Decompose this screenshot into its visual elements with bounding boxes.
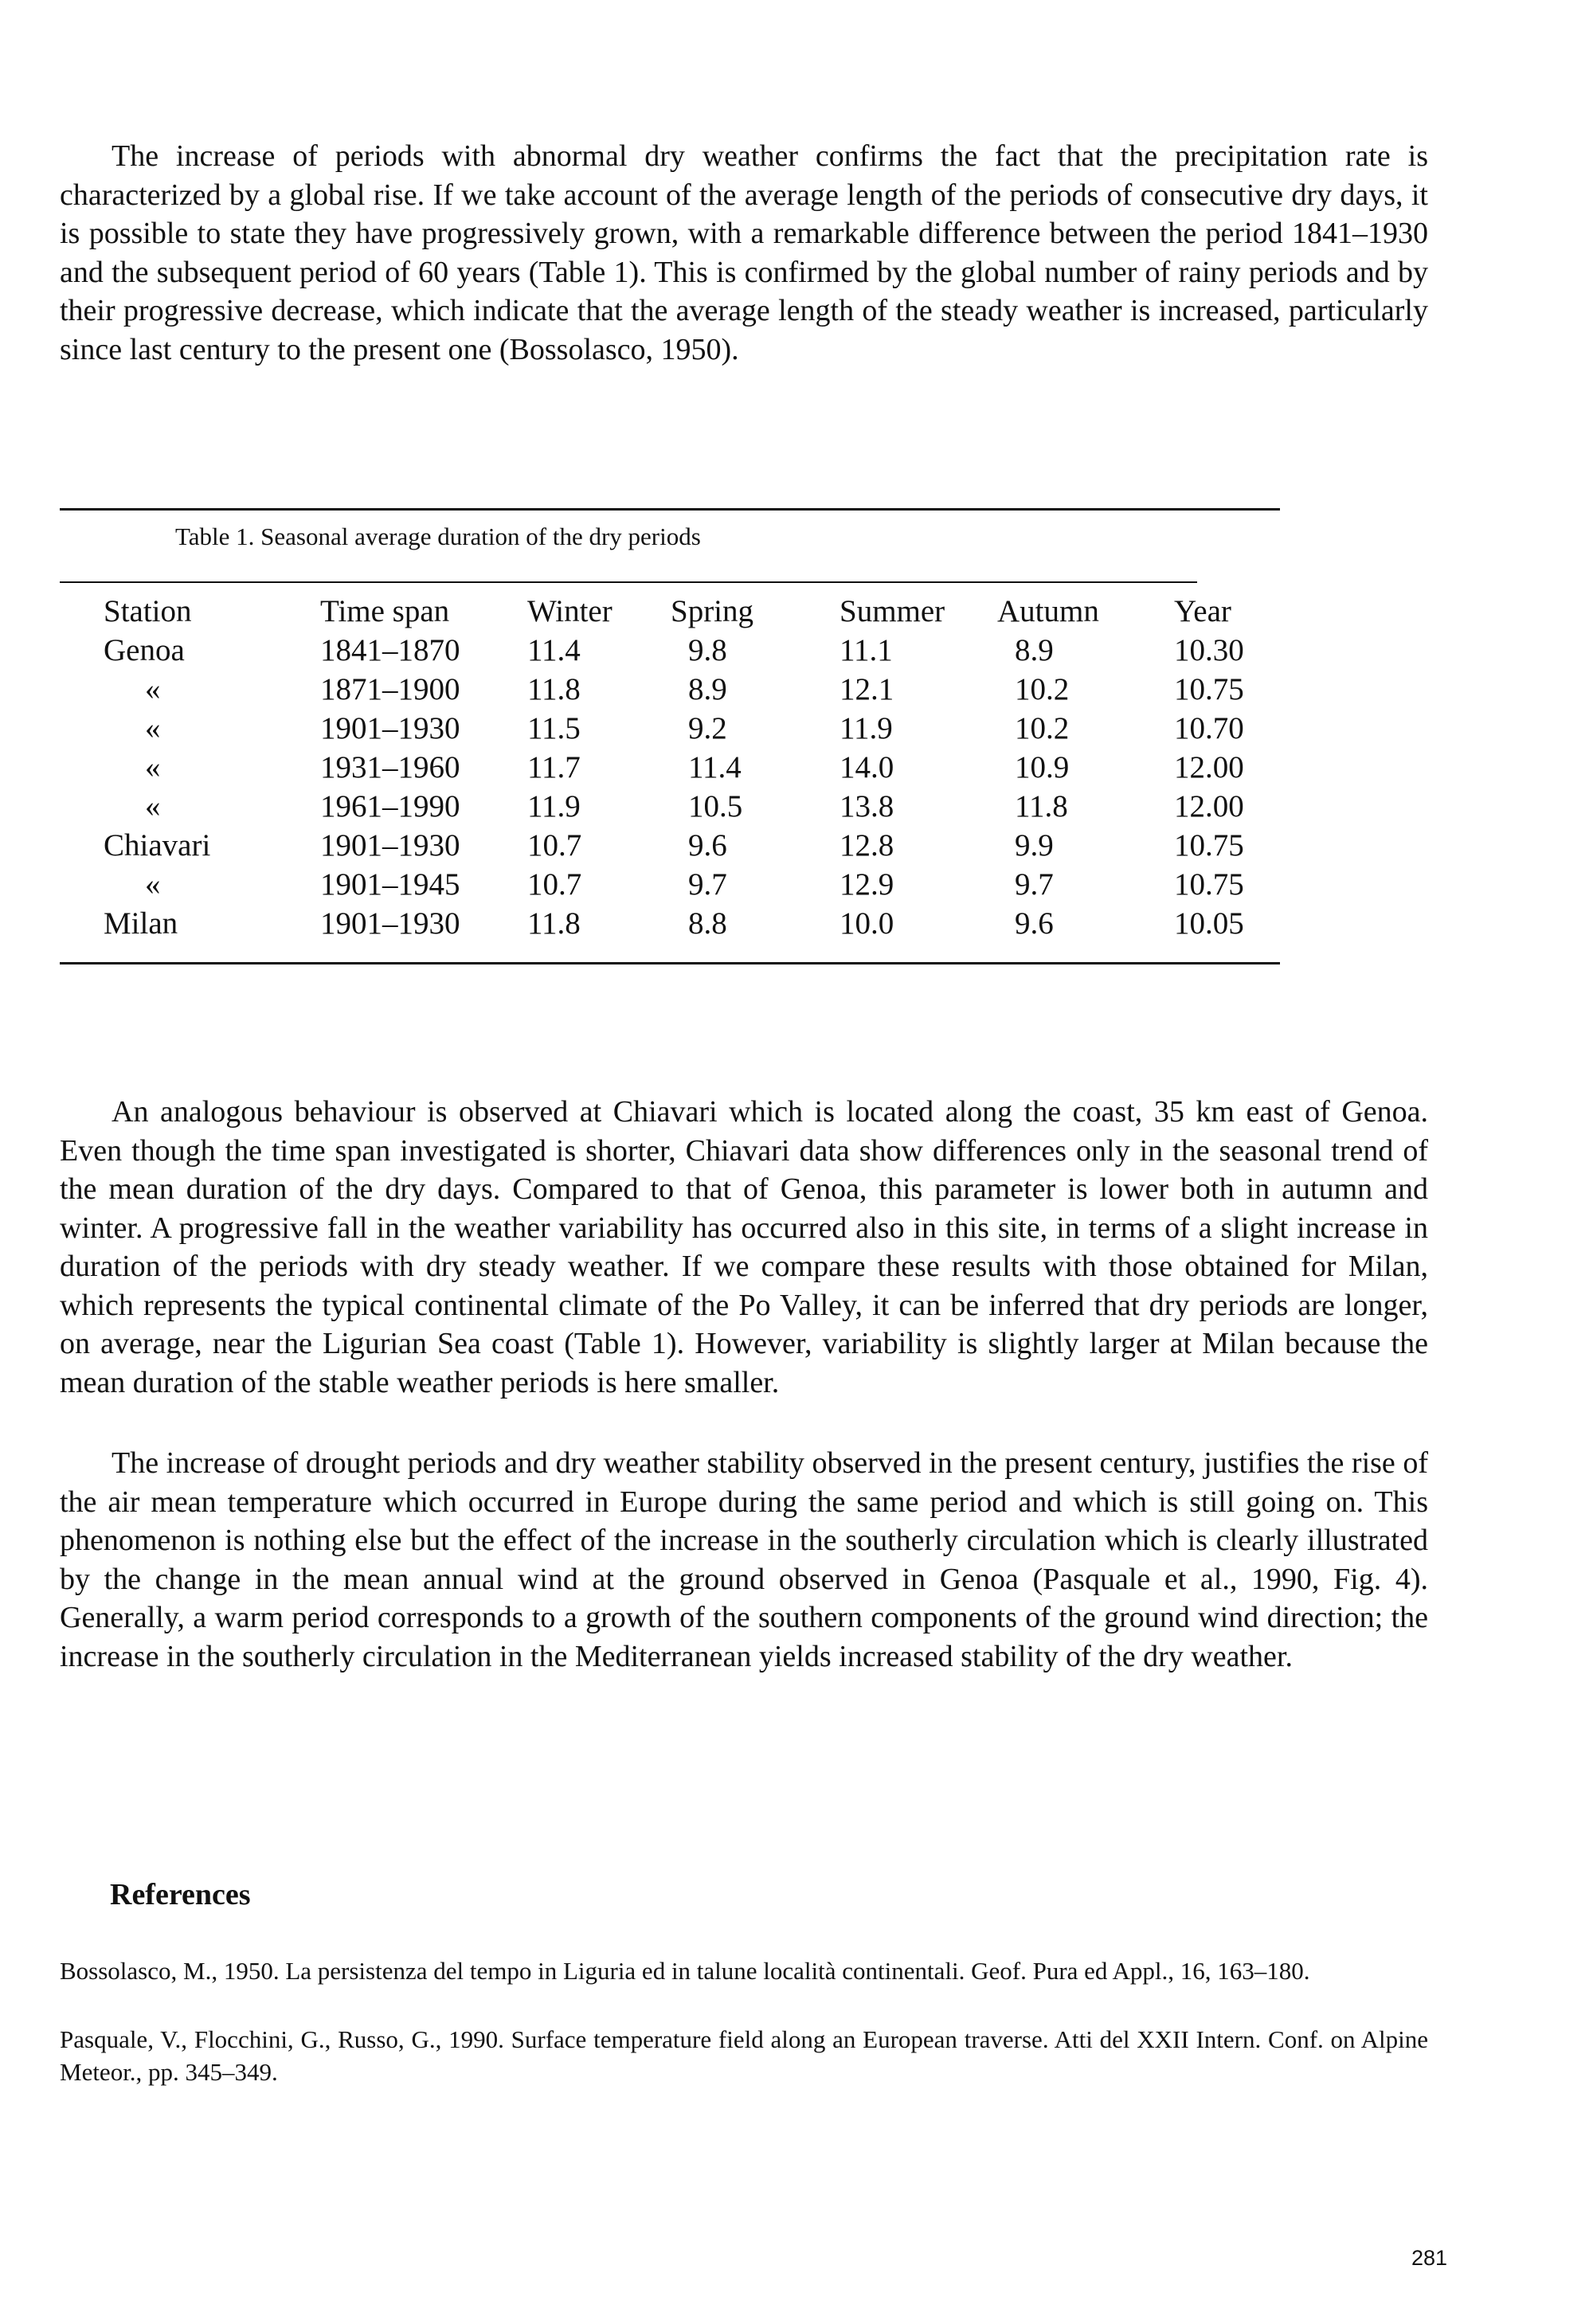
header-autumn: Autumn xyxy=(997,594,1099,628)
table-row xyxy=(104,631,1270,670)
cell-year: 10.75 xyxy=(1174,867,1244,902)
header-summer: Summer xyxy=(840,594,945,628)
cell-spring: 8.9 xyxy=(688,672,727,706)
cell-time-span: 1961–1990 xyxy=(320,789,460,824)
body-paragraph-2: An analogous behaviour is observed at Chiavari which is located along the coast, 35 km east of Genoa. Even though the time span investigated is shorter, Chiavari data show differences only in the seasonal trend of the mean duration of the dry days. Compared to that of Genoa, this parameter is lower both in autumn and winter. A progressive fall in the weather variability has occurred also in this site, in terms of a slight increase in duration of the periods with dry steady weather. If we compare these results with those obtained for Milan, which represents the typical continental climate of the Po Valley, it can be inferred that dry periods are longer, on average, near the Ligurian Sea coast (Table 1). However, variability is slightly larger at Milan because the mean duration of the stable weather periods is here smaller. xyxy=(60,1095,1428,1399)
reference-item: Pasquale, V., Flocchini, G., Russo, G., 1990. Surface temperature field along an European traverse. Atti del XXII Intern. Conf. on Alpine Meteor., pp. 345–349. xyxy=(60,2025,1428,2086)
cell-winter: 11.9 xyxy=(527,789,581,824)
cell-summer: 10.0 xyxy=(840,906,894,941)
cell-year: 10.75 xyxy=(1174,828,1244,863)
cell-time-span: 1901–1930 xyxy=(320,828,460,863)
cell-year: 10.70 xyxy=(1174,711,1244,745)
cell-summer: 11.9 xyxy=(840,711,893,745)
cell-station: « xyxy=(145,750,161,784)
cell-autumn: 9.9 xyxy=(1015,828,1054,863)
cell-autumn: 10.2 xyxy=(1015,711,1070,745)
cell-winter: 10.7 xyxy=(527,828,582,863)
body-paragraph-3: The increase of drought periods and dry weather stability observed in the present century, justifies the rise of the air mean temperature which occurred in Europe during the same period and which is still going on. This phenomenon is nothing else but the effect of the increase in the southerly circulation which is clearly illustrated by the change in the mean annual wind at the ground observed in Genoa (Pasquale et al., 1990, Fig. 4). Generally, a warm period corresponds to a growth of the southern components of the ground wind direction; the increase in the southerly circulation in the Mediterranean yields increased stability of the dry weather. xyxy=(60,1446,1428,1673)
cell-winter: 11.4 xyxy=(527,633,581,667)
body-paragraph-1: The increase of periods with abnormal dry weather confirms the fact that the precipitation rate is characterized by a global rise. If we take account of the average length of the periods of consecutive dry days, it is possible to state they have progressively grown, with a remarkable difference between the period 1841–1930 and the subsequent period of 60 years (Table 1). This is confirmed by the global number of rainy periods and by their progressive decrease, which indicate that the average length of the steady weather is increased, particularly since last century to the present one (Bossolasco, 1950). xyxy=(60,139,1428,366)
cell-winter: 11.7 xyxy=(527,750,581,784)
cell-station: « xyxy=(145,789,161,824)
cell-station: Chiavari xyxy=(104,828,211,863)
header-spring: Spring xyxy=(671,594,754,628)
table-header-row xyxy=(104,592,1270,631)
cell-autumn: 8.9 xyxy=(1015,633,1054,667)
header-winter: Winter xyxy=(527,594,613,628)
cell-winter: 11.8 xyxy=(527,672,581,706)
table-row xyxy=(104,787,1270,826)
cell-spring: 9.6 xyxy=(688,828,727,863)
cell-year: 10.75 xyxy=(1174,672,1244,706)
cell-autumn: 9.7 xyxy=(1015,867,1054,902)
cell-time-span: 1901–1945 xyxy=(320,867,460,902)
table-row xyxy=(104,670,1270,709)
page-number: 281 xyxy=(1411,2246,1448,2270)
cell-summer: 12.9 xyxy=(840,867,894,902)
references-heading: References xyxy=(110,1878,251,1911)
cell-station: Milan xyxy=(104,906,178,941)
cell-summer: 12.8 xyxy=(840,828,894,863)
cell-spring: 9.8 xyxy=(688,633,727,667)
cell-time-span: 1901–1930 xyxy=(320,711,460,745)
cell-year: 12.00 xyxy=(1174,750,1244,784)
cell-autumn: 9.6 xyxy=(1015,906,1054,941)
cell-spring: 10.5 xyxy=(688,789,743,824)
cell-spring: 8.8 xyxy=(688,906,727,941)
table-row xyxy=(104,904,1270,943)
table-row xyxy=(104,865,1270,904)
table-caption: Table 1. Seasonal average duration of the dry periods xyxy=(175,522,701,550)
table-bottom-rule xyxy=(60,962,1280,964)
cell-station: « xyxy=(145,672,161,706)
table-row xyxy=(104,826,1270,865)
cell-summer: 13.8 xyxy=(840,789,894,824)
table-row xyxy=(104,748,1270,787)
dry-periods-table xyxy=(104,592,1270,943)
table-caption-rule xyxy=(60,581,1197,583)
reference-item: Bossolasco, M., 1950. La persistenza del tempo in Liguria ed in talune località continentali. Geof. Pura ed Appl., 16, 163–180. xyxy=(60,1957,1310,1985)
table-top-rule xyxy=(60,508,1280,511)
cell-time-span: 1841–1870 xyxy=(320,633,460,667)
cell-winter: 11.8 xyxy=(527,906,581,941)
cell-time-span: 1931–1960 xyxy=(320,750,460,784)
cell-year: 10.30 xyxy=(1174,633,1244,667)
cell-time-span: 1871–1900 xyxy=(320,672,460,706)
cell-year: 10.05 xyxy=(1174,906,1244,941)
cell-autumn: 10.9 xyxy=(1015,750,1070,784)
cell-station: « xyxy=(145,867,161,902)
cell-summer: 12.1 xyxy=(840,672,894,706)
cell-winter: 10.7 xyxy=(527,867,582,902)
cell-winter: 11.5 xyxy=(527,711,581,745)
header-year: Year xyxy=(1174,594,1231,628)
header-time-span: Time span xyxy=(320,594,450,628)
cell-year: 12.00 xyxy=(1174,789,1244,824)
cell-spring: 11.4 xyxy=(688,750,742,784)
table-row xyxy=(104,709,1270,748)
cell-autumn: 11.8 xyxy=(1015,789,1068,824)
cell-station: Genoa xyxy=(104,633,185,667)
cell-spring: 9.7 xyxy=(688,867,727,902)
cell-summer: 14.0 xyxy=(840,750,894,784)
header-station: Station xyxy=(104,594,192,628)
cell-summer: 11.1 xyxy=(840,633,893,667)
cell-station: « xyxy=(145,711,161,745)
cell-autumn: 10.2 xyxy=(1015,672,1070,706)
cell-time-span: 1901–1930 xyxy=(320,906,460,941)
cell-spring: 9.2 xyxy=(688,711,727,745)
